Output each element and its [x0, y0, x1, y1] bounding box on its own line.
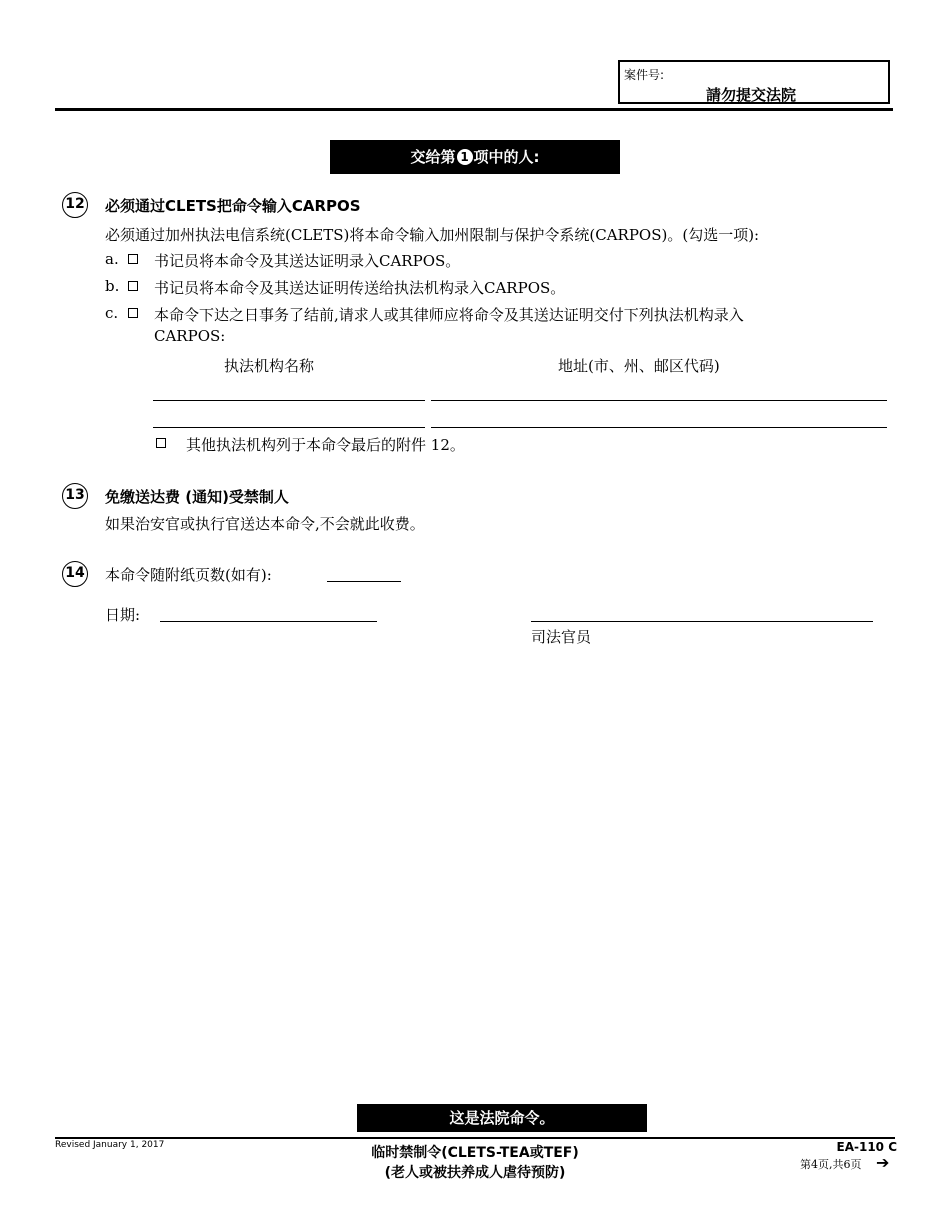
- agency-address-column-label: 地址(市、州、邮区代码): [558, 357, 720, 375]
- date-label: 日期:: [105, 606, 141, 624]
- option-a-row: [105, 250, 119, 268]
- next-page-arrow-icon: ➔: [876, 1153, 890, 1172]
- judicial-officer-signature-line[interactable]: [531, 621, 873, 622]
- section-12-number: 12: [62, 192, 88, 218]
- section-13-title: 免缴送达费 (通知)受禁制人: [105, 488, 289, 506]
- section-14-number: 14: [62, 561, 88, 587]
- agency-name-field-2[interactable]: [153, 427, 425, 428]
- other-agencies-checkbox[interactable]: [156, 438, 166, 448]
- recipient-banner: [330, 140, 620, 174]
- section-13-number: 13: [62, 483, 88, 509]
- section-12-intro: 必须通过加州执法电信系统(CLETS)将本命令输入加州限制与保护令系统(CARPOS)。(勾选一项):: [105, 226, 760, 244]
- banner-prefix: 交给第: [410, 148, 456, 166]
- case-number-value: 請勿提交法院: [706, 86, 797, 104]
- footer-rule: [55, 1137, 895, 1139]
- form-title: 临时禁制令(CLETS-TEA或TEF): [371, 1145, 579, 1161]
- judicial-officer-label: 司法官员: [531, 628, 592, 646]
- case-number-box: [618, 60, 890, 104]
- section-13-body: 如果治安官或执行官送达本命令,不会就此收费。: [105, 515, 425, 533]
- court-order-banner: 这是法院命令。: [357, 1104, 647, 1132]
- option-c-text: 本命令下达之日事务了结前,请求人或其律师应将命令及其送达证明交付下列执法机构录入: [154, 306, 744, 324]
- agency-address-field-2[interactable]: [431, 427, 887, 428]
- attached-pages-label: 本命令随附纸页数(如有):: [105, 566, 272, 584]
- option-a-checkbox[interactable]: [128, 254, 138, 264]
- agency-address-field-1[interactable]: [431, 400, 887, 401]
- form-id: EA-110 C: [836, 1140, 897, 1154]
- form-subtitle: (老人或被扶养成人虐待预防): [384, 1165, 566, 1181]
- item-1-circled-number: 1: [457, 149, 473, 165]
- attached-pages-field[interactable]: [327, 581, 401, 582]
- section-12-title: 必须通过CLETS把命令输入CARPOS: [105, 197, 361, 215]
- agency-name-column-label: 执法机构名称: [224, 357, 315, 375]
- banner-suffix: 项中的人:: [473, 148, 540, 166]
- option-c-text-cont: CARPOS:: [154, 327, 226, 345]
- option-a-letter: a.: [105, 250, 119, 268]
- option-c-letter: c.: [105, 304, 119, 322]
- other-agencies-text: 其他执法机构列于本命令最后的附件 12。: [186, 436, 465, 454]
- agency-name-field-1[interactable]: [153, 400, 425, 401]
- date-field[interactable]: [160, 621, 377, 622]
- header-rule: [55, 108, 893, 111]
- option-c-checkbox[interactable]: [128, 308, 138, 318]
- option-b-letter: b.: [105, 277, 120, 295]
- option-b-checkbox[interactable]: [128, 281, 138, 291]
- option-b-text: 书记员将本命令及其送达证明传送给执法机构录入CARPOS。: [154, 279, 566, 297]
- case-number-label: 案件号:: [624, 68, 665, 82]
- revised-date: Revised January 1, 2017: [55, 1140, 165, 1150]
- option-a-text: 书记员将本命令及其送达证明录入CARPOS。: [154, 252, 461, 270]
- page-number: 第4页,共6页: [800, 1158, 862, 1171]
